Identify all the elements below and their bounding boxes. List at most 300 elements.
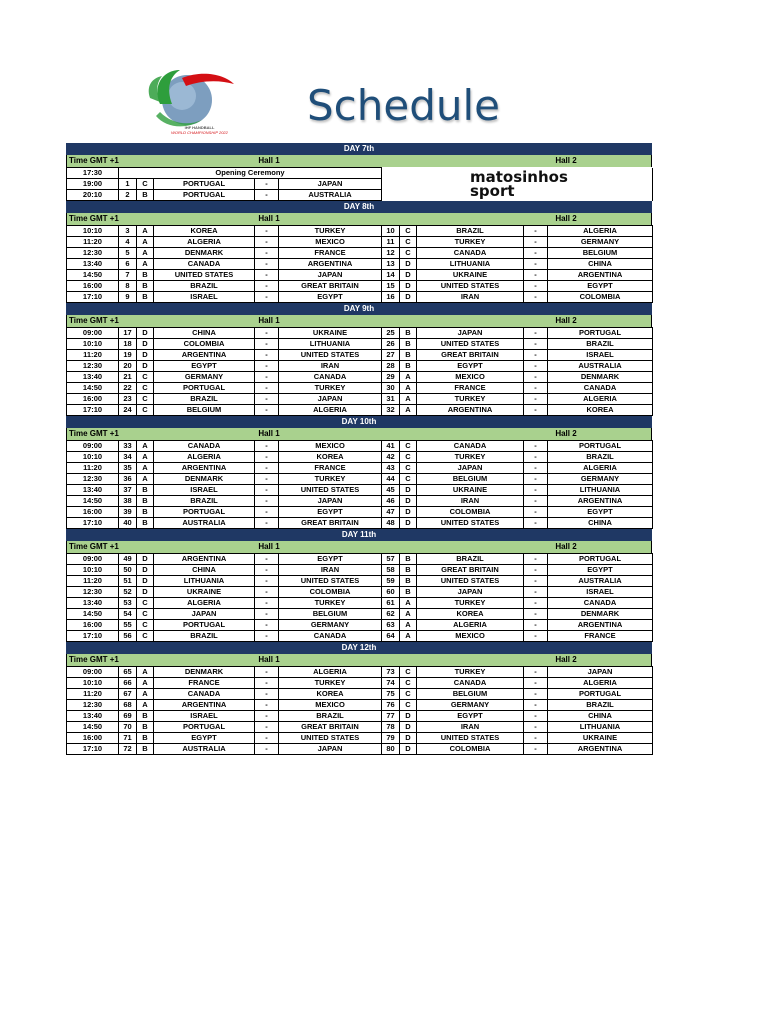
hall1-label: Hall 1	[258, 214, 280, 223]
h1-group-cell: B	[137, 711, 154, 722]
h1-team-a-cell: UNITED STATES	[154, 270, 255, 281]
h2-team-a-cell: TURKEY	[417, 598, 524, 609]
h1-match-number-cell: 36	[119, 474, 137, 485]
day-table	[66, 327, 653, 416]
h1-group-cell: A	[137, 441, 154, 452]
h2-team-a-cell: KOREA	[417, 609, 524, 620]
table-row	[67, 507, 653, 518]
h1-team-a-cell: DENMARK	[154, 474, 255, 485]
time-cell: 14:50	[67, 383, 119, 394]
h1-team-b-cell: CANADA	[279, 631, 382, 642]
day-header: DAY 12th	[66, 642, 652, 654]
time-cell: 10:10	[67, 339, 119, 350]
h2-team-a-cell: ARGENTINA	[417, 405, 524, 416]
h1-group-cell: A	[137, 237, 154, 248]
h1-separator-cell: -	[255, 631, 279, 642]
h2-separator-cell: -	[524, 678, 548, 689]
h2-separator-cell: -	[524, 441, 548, 452]
time-label: Time GMT +1	[69, 542, 119, 551]
h1-separator-cell: -	[255, 722, 279, 733]
h2-group-cell: A	[400, 598, 417, 609]
h2-match-number-cell: 42	[382, 452, 400, 463]
h2-group-cell: A	[400, 394, 417, 405]
time-cell: 11:20	[67, 463, 119, 474]
hall2-label: Hall 2	[555, 655, 577, 664]
table-row	[67, 237, 653, 248]
h2-team-b-cell: ARGENTINA	[548, 270, 653, 281]
h2-separator-cell: -	[524, 259, 548, 270]
h2-group-cell: A	[400, 609, 417, 620]
h1-match-number-cell: 52	[119, 587, 137, 598]
h2-match-number-cell: 44	[382, 474, 400, 485]
table-row	[67, 270, 653, 281]
hall2-label: Hall 2	[555, 542, 577, 551]
h2-group-cell: B	[400, 339, 417, 350]
h1-match-number-cell: 40	[119, 518, 137, 529]
h2-team-a-cell: UNITED STATES	[417, 339, 524, 350]
h2-team-b-cell: AUSTRALIA	[548, 361, 653, 372]
h2-match-number-cell: 57	[382, 554, 400, 565]
h1-separator-cell: -	[255, 441, 279, 452]
day-section	[66, 303, 652, 416]
time-cell: 19:00	[67, 179, 119, 190]
h2-separator-cell: -	[524, 328, 548, 339]
h2-group-cell: A	[400, 631, 417, 642]
h2-team-a-cell: GREAT BRITAIN	[417, 565, 524, 576]
h2-team-b-cell: EGYPT	[548, 281, 653, 292]
h2-team-b-cell: ALGERIA	[548, 394, 653, 405]
h1-group-cell: B	[137, 518, 154, 529]
h1-team-a-cell: CHINA	[154, 565, 255, 576]
h2-team-b-cell: DENMARK	[548, 609, 653, 620]
time-cell: 14:50	[67, 609, 119, 620]
h2-group-cell: C	[400, 678, 417, 689]
h1-separator-cell: -	[255, 576, 279, 587]
h2-team-b-cell: CHINA	[548, 518, 653, 529]
ceremony-cell: Opening Ceremony	[119, 168, 382, 179]
h2-match-number-cell: 25	[382, 328, 400, 339]
h1-team-b-cell: TURKEY	[279, 474, 382, 485]
h1-team-a-cell: PORTUGAL	[154, 383, 255, 394]
h1-match-number-cell: 51	[119, 576, 137, 587]
h2-team-a-cell: TURKEY	[417, 237, 524, 248]
hall2-label: Hall 2	[555, 214, 577, 223]
table-row	[67, 678, 653, 689]
h1-group-cell: D	[137, 554, 154, 565]
h2-separator-cell: -	[524, 667, 548, 678]
h1-team-a-cell: ARGENTINA	[154, 700, 255, 711]
h1-team-a-cell: COLOMBIA	[154, 339, 255, 350]
day-header: DAY 10th	[66, 416, 652, 428]
h1-team-b-cell: BRAZIL	[279, 711, 382, 722]
time-cell: 20:10	[67, 190, 119, 201]
h1-separator-cell: -	[255, 744, 279, 755]
table-row	[67, 598, 653, 609]
h2-team-a-cell: CANADA	[417, 248, 524, 259]
h2-match-number-cell: 64	[382, 631, 400, 642]
h2-team-b-cell: ALGERIA	[548, 463, 653, 474]
h2-group-cell: B	[400, 554, 417, 565]
h1-match-number-cell: 17	[119, 328, 137, 339]
h1-team-b-cell: GERMANY	[279, 620, 382, 631]
h2-group-cell: C	[400, 689, 417, 700]
h1-team-b-cell: FRANCE	[279, 248, 382, 259]
h2-separator-cell: -	[524, 270, 548, 281]
h1-team-b-cell: KOREA	[279, 689, 382, 700]
h1-team-a-cell: FRANCE	[154, 678, 255, 689]
h1-team-b-cell: FRANCE	[279, 463, 382, 474]
table-row	[67, 496, 653, 507]
h2-separator-cell: -	[524, 700, 548, 711]
time-cell: 14:50	[67, 496, 119, 507]
h1-group-cell: C	[137, 405, 154, 416]
table-row	[67, 463, 653, 474]
h2-match-number-cell: 80	[382, 744, 400, 755]
logo-text-1: IHF HANDBALL	[184, 125, 215, 130]
h1-team-a-cell: ISRAEL	[154, 485, 255, 496]
h2-separator-cell: -	[524, 372, 548, 383]
table-row	[67, 226, 653, 237]
h1-group-cell: A	[137, 452, 154, 463]
h1-team-a-cell: KOREA	[154, 226, 255, 237]
h1-team-b-cell: MEXICO	[279, 237, 382, 248]
h1-match-number-cell: 66	[119, 678, 137, 689]
h1-match-number-cell: 24	[119, 405, 137, 416]
h2-team-b-cell: EGYPT	[548, 565, 653, 576]
h2-group-cell: A	[400, 383, 417, 394]
table-row	[67, 554, 653, 565]
team-a-cell: PORTUGAL	[154, 179, 255, 190]
h1-team-b-cell: UKRAINE	[279, 328, 382, 339]
h2-team-a-cell: BELGIUM	[417, 689, 524, 700]
table-row	[67, 292, 653, 303]
h2-team-a-cell: BRAZIL	[417, 226, 524, 237]
table-row	[67, 394, 653, 405]
h2-separator-cell: -	[524, 237, 548, 248]
page-title: Schedule	[307, 81, 500, 130]
time-cell: 11:20	[67, 350, 119, 361]
h2-match-number-cell: 26	[382, 339, 400, 350]
group-cell: C	[137, 179, 154, 190]
h1-separator-cell: -	[255, 328, 279, 339]
h2-match-number-cell: 46	[382, 496, 400, 507]
h2-team-a-cell: CANADA	[417, 441, 524, 452]
table-row	[67, 372, 653, 383]
time-cell: 16:00	[67, 394, 119, 405]
h2-team-b-cell: GERMANY	[548, 474, 653, 485]
h1-team-b-cell: EGYPT	[279, 507, 382, 518]
h2-group-cell: A	[400, 372, 417, 383]
table-row	[67, 485, 653, 496]
h2-team-a-cell: UNITED STATES	[417, 733, 524, 744]
h1-team-a-cell: ISRAEL	[154, 711, 255, 722]
time-cell: 17:10	[67, 405, 119, 416]
h2-separator-cell: -	[524, 507, 548, 518]
h1-group-cell: D	[137, 361, 154, 372]
hall-header-row	[66, 315, 652, 327]
h2-separator-cell: -	[524, 598, 548, 609]
h2-separator-cell: -	[524, 565, 548, 576]
time-cell: 10:10	[67, 226, 119, 237]
h1-team-b-cell: GREAT BRITAIN	[279, 281, 382, 292]
h2-team-b-cell: ARGENTINA	[548, 496, 653, 507]
day-section	[66, 416, 652, 529]
h2-group-cell: B	[400, 350, 417, 361]
h1-team-a-cell: BRAZIL	[154, 496, 255, 507]
h1-separator-cell: -	[255, 609, 279, 620]
table-row	[67, 700, 653, 711]
h1-team-a-cell: UKRAINE	[154, 587, 255, 598]
table-row	[67, 689, 653, 700]
day-header: DAY 8th	[66, 201, 652, 213]
day-section	[66, 529, 652, 642]
table-row	[67, 328, 653, 339]
h2-team-b-cell: ALGERIA	[548, 678, 653, 689]
h2-group-cell: C	[400, 237, 417, 248]
h2-team-b-cell: CANADA	[548, 383, 653, 394]
h1-match-number-cell: 70	[119, 722, 137, 733]
h2-match-number-cell: 48	[382, 518, 400, 529]
group-cell: B	[137, 190, 154, 201]
table-row	[67, 631, 653, 642]
time-cell: 11:20	[67, 689, 119, 700]
time-cell: 12:30	[67, 587, 119, 598]
h2-separator-cell: -	[524, 292, 548, 303]
h1-team-b-cell: TURKEY	[279, 678, 382, 689]
hall1-label: Hall 1	[258, 316, 280, 325]
h1-team-a-cell: BRAZIL	[154, 631, 255, 642]
h1-separator-cell: -	[255, 678, 279, 689]
h2-group-cell: B	[400, 328, 417, 339]
h2-team-a-cell: MEXICO	[417, 631, 524, 642]
time-label: Time GMT +1	[69, 316, 119, 325]
h2-separator-cell: -	[524, 361, 548, 372]
h2-team-a-cell: TURKEY	[417, 394, 524, 405]
h1-separator-cell: -	[255, 281, 279, 292]
h1-group-cell: A	[137, 689, 154, 700]
h1-match-number-cell: 34	[119, 452, 137, 463]
hall1-label: Hall 1	[258, 429, 280, 438]
h1-match-number-cell: 5	[119, 248, 137, 259]
table-row	[67, 744, 653, 755]
h1-group-cell: A	[137, 700, 154, 711]
h2-separator-cell: -	[524, 576, 548, 587]
h1-team-b-cell: TURKEY	[279, 226, 382, 237]
table-row	[67, 350, 653, 361]
h2-team-b-cell: BRAZIL	[548, 452, 653, 463]
h2-team-b-cell: BRAZIL	[548, 339, 653, 350]
h1-separator-cell: -	[255, 383, 279, 394]
h1-team-a-cell: ARGENTINA	[154, 554, 255, 565]
h1-group-cell: C	[137, 383, 154, 394]
h1-match-number-cell: 23	[119, 394, 137, 405]
h2-separator-cell: -	[524, 496, 548, 507]
h2-separator-cell: -	[524, 248, 548, 259]
h2-group-cell: C	[400, 463, 417, 474]
h1-match-number-cell: 6	[119, 259, 137, 270]
h1-separator-cell: -	[255, 496, 279, 507]
h1-separator-cell: -	[255, 350, 279, 361]
h2-match-number-cell: 79	[382, 733, 400, 744]
h2-group-cell: D	[400, 711, 417, 722]
h2-separator-cell: -	[524, 518, 548, 529]
h1-team-a-cell: DENMARK	[154, 248, 255, 259]
h1-match-number-cell: 21	[119, 372, 137, 383]
h1-team-a-cell: BRAZIL	[154, 394, 255, 405]
time-cell: 10:10	[67, 565, 119, 576]
h2-team-b-cell: JAPAN	[548, 667, 653, 678]
time-cell: 12:30	[67, 248, 119, 259]
h1-team-b-cell: JAPAN	[279, 270, 382, 281]
h2-team-b-cell: LITHUANIA	[548, 485, 653, 496]
h2-separator-cell: -	[524, 226, 548, 237]
h2-match-number-cell: 32	[382, 405, 400, 416]
h2-separator-cell: -	[524, 463, 548, 474]
h2-separator-cell: -	[524, 587, 548, 598]
h1-team-a-cell: CANADA	[154, 689, 255, 700]
table-row	[67, 667, 653, 678]
h1-separator-cell: -	[255, 292, 279, 303]
h2-team-a-cell: COLOMBIA	[417, 507, 524, 518]
h2-match-number-cell: 43	[382, 463, 400, 474]
time-label: Time GMT +1	[69, 429, 119, 438]
h2-group-cell: C	[400, 667, 417, 678]
h1-team-b-cell: LITHUANIA	[279, 339, 382, 350]
h2-team-b-cell: CHINA	[548, 711, 653, 722]
time-cell: 13:40	[67, 259, 119, 270]
h2-team-a-cell: FRANCE	[417, 383, 524, 394]
h1-group-cell: D	[137, 587, 154, 598]
time-cell: 16:00	[67, 620, 119, 631]
h2-team-b-cell: FRANCE	[548, 631, 653, 642]
h2-group-cell: B	[400, 576, 417, 587]
h1-team-b-cell: GREAT BRITAIN	[279, 722, 382, 733]
team-a-cell: PORTUGAL	[154, 190, 255, 201]
h2-group-cell: C	[400, 248, 417, 259]
h1-separator-cell: -	[255, 339, 279, 350]
time-cell: 11:20	[67, 237, 119, 248]
days-container	[66, 201, 652, 755]
h2-match-number-cell: 14	[382, 270, 400, 281]
h2-match-number-cell: 61	[382, 598, 400, 609]
h2-match-number-cell: 10	[382, 226, 400, 237]
h1-group-cell: D	[137, 339, 154, 350]
h1-separator-cell: -	[255, 667, 279, 678]
h2-team-b-cell: AUSTRALIA	[548, 576, 653, 587]
h2-group-cell: D	[400, 518, 417, 529]
h1-match-number-cell: 20	[119, 361, 137, 372]
h1-group-cell: B	[137, 281, 154, 292]
team-b-cell: JAPAN	[279, 179, 382, 190]
h2-match-number-cell: 62	[382, 609, 400, 620]
h1-match-number-cell: 54	[119, 609, 137, 620]
h1-team-a-cell: ALGERIA	[154, 598, 255, 609]
h1-group-cell: B	[137, 496, 154, 507]
time-cell: 13:40	[67, 372, 119, 383]
h2-team-a-cell: UNITED STATES	[417, 281, 524, 292]
h2-team-a-cell: IRAN	[417, 292, 524, 303]
h2-group-cell: D	[400, 292, 417, 303]
h2-team-a-cell: EGYPT	[417, 711, 524, 722]
h2-group-cell: C	[400, 226, 417, 237]
h2-team-a-cell: MEXICO	[417, 372, 524, 383]
h2-group-cell: D	[400, 281, 417, 292]
sponsor-line-1: matosinhos	[470, 168, 568, 186]
time-cell: 14:50	[67, 722, 119, 733]
h1-separator-cell: -	[255, 700, 279, 711]
h2-group-cell: C	[400, 441, 417, 452]
h1-separator-cell: -	[255, 405, 279, 416]
hall1-label: Hall 1	[258, 655, 280, 664]
day-section-7	[66, 143, 652, 201]
team-b-cell: AUSTRALIA	[279, 190, 382, 201]
h1-group-cell: B	[137, 507, 154, 518]
h1-team-b-cell: JAPAN	[279, 496, 382, 507]
h1-team-b-cell: EGYPT	[279, 554, 382, 565]
h2-match-number-cell: 12	[382, 248, 400, 259]
h1-match-number-cell: 37	[119, 485, 137, 496]
h1-group-cell: A	[137, 226, 154, 237]
h1-team-a-cell: DENMARK	[154, 667, 255, 678]
hall-header-row	[66, 428, 652, 440]
h2-team-b-cell: GERMANY	[548, 237, 653, 248]
h2-match-number-cell: 74	[382, 678, 400, 689]
h2-team-b-cell: CHINA	[548, 259, 653, 270]
h1-separator-cell: -	[255, 598, 279, 609]
h2-team-a-cell: CANADA	[417, 678, 524, 689]
time-cell: 09:00	[67, 667, 119, 678]
h2-team-a-cell: IRAN	[417, 496, 524, 507]
h1-team-b-cell: BELGIUM	[279, 609, 382, 620]
time-cell: 09:00	[67, 554, 119, 565]
h2-match-number-cell: 59	[382, 576, 400, 587]
h1-group-cell: D	[137, 565, 154, 576]
day-header: DAY 9th	[66, 303, 652, 315]
time-label: Time GMT +1	[69, 655, 119, 664]
hall2-label: Hall 2	[555, 429, 577, 438]
h1-team-a-cell: EGYPT	[154, 361, 255, 372]
h1-team-a-cell: CANADA	[154, 259, 255, 270]
h1-separator-cell: -	[255, 485, 279, 496]
table-row	[67, 452, 653, 463]
h2-team-a-cell: JAPAN	[417, 328, 524, 339]
time-cell: 16:00	[67, 281, 119, 292]
sponsor-logo	[470, 170, 568, 198]
h2-team-b-cell: PORTUGAL	[548, 689, 653, 700]
h1-team-a-cell: PORTUGAL	[154, 507, 255, 518]
h2-match-number-cell: 27	[382, 350, 400, 361]
h1-separator-cell: -	[255, 361, 279, 372]
h2-match-number-cell: 78	[382, 722, 400, 733]
h2-separator-cell: -	[524, 609, 548, 620]
h1-group-cell: C	[137, 372, 154, 383]
time-cell: 14:50	[67, 270, 119, 281]
h1-group-cell: B	[137, 722, 154, 733]
h1-match-number-cell: 72	[119, 744, 137, 755]
schedule-sheet	[66, 143, 652, 755]
h1-match-number-cell: 19	[119, 350, 137, 361]
h2-team-b-cell: CANADA	[548, 598, 653, 609]
table-row	[67, 248, 653, 259]
h2-team-a-cell: ALGERIA	[417, 620, 524, 631]
h2-team-b-cell: ARGENTINA	[548, 620, 653, 631]
h1-group-cell: B	[137, 485, 154, 496]
h1-separator-cell: -	[255, 259, 279, 270]
h1-match-number-cell: 4	[119, 237, 137, 248]
h1-separator-cell: -	[255, 248, 279, 259]
h2-team-a-cell: COLOMBIA	[417, 744, 524, 755]
h1-team-a-cell: AUSTRALIA	[154, 744, 255, 755]
